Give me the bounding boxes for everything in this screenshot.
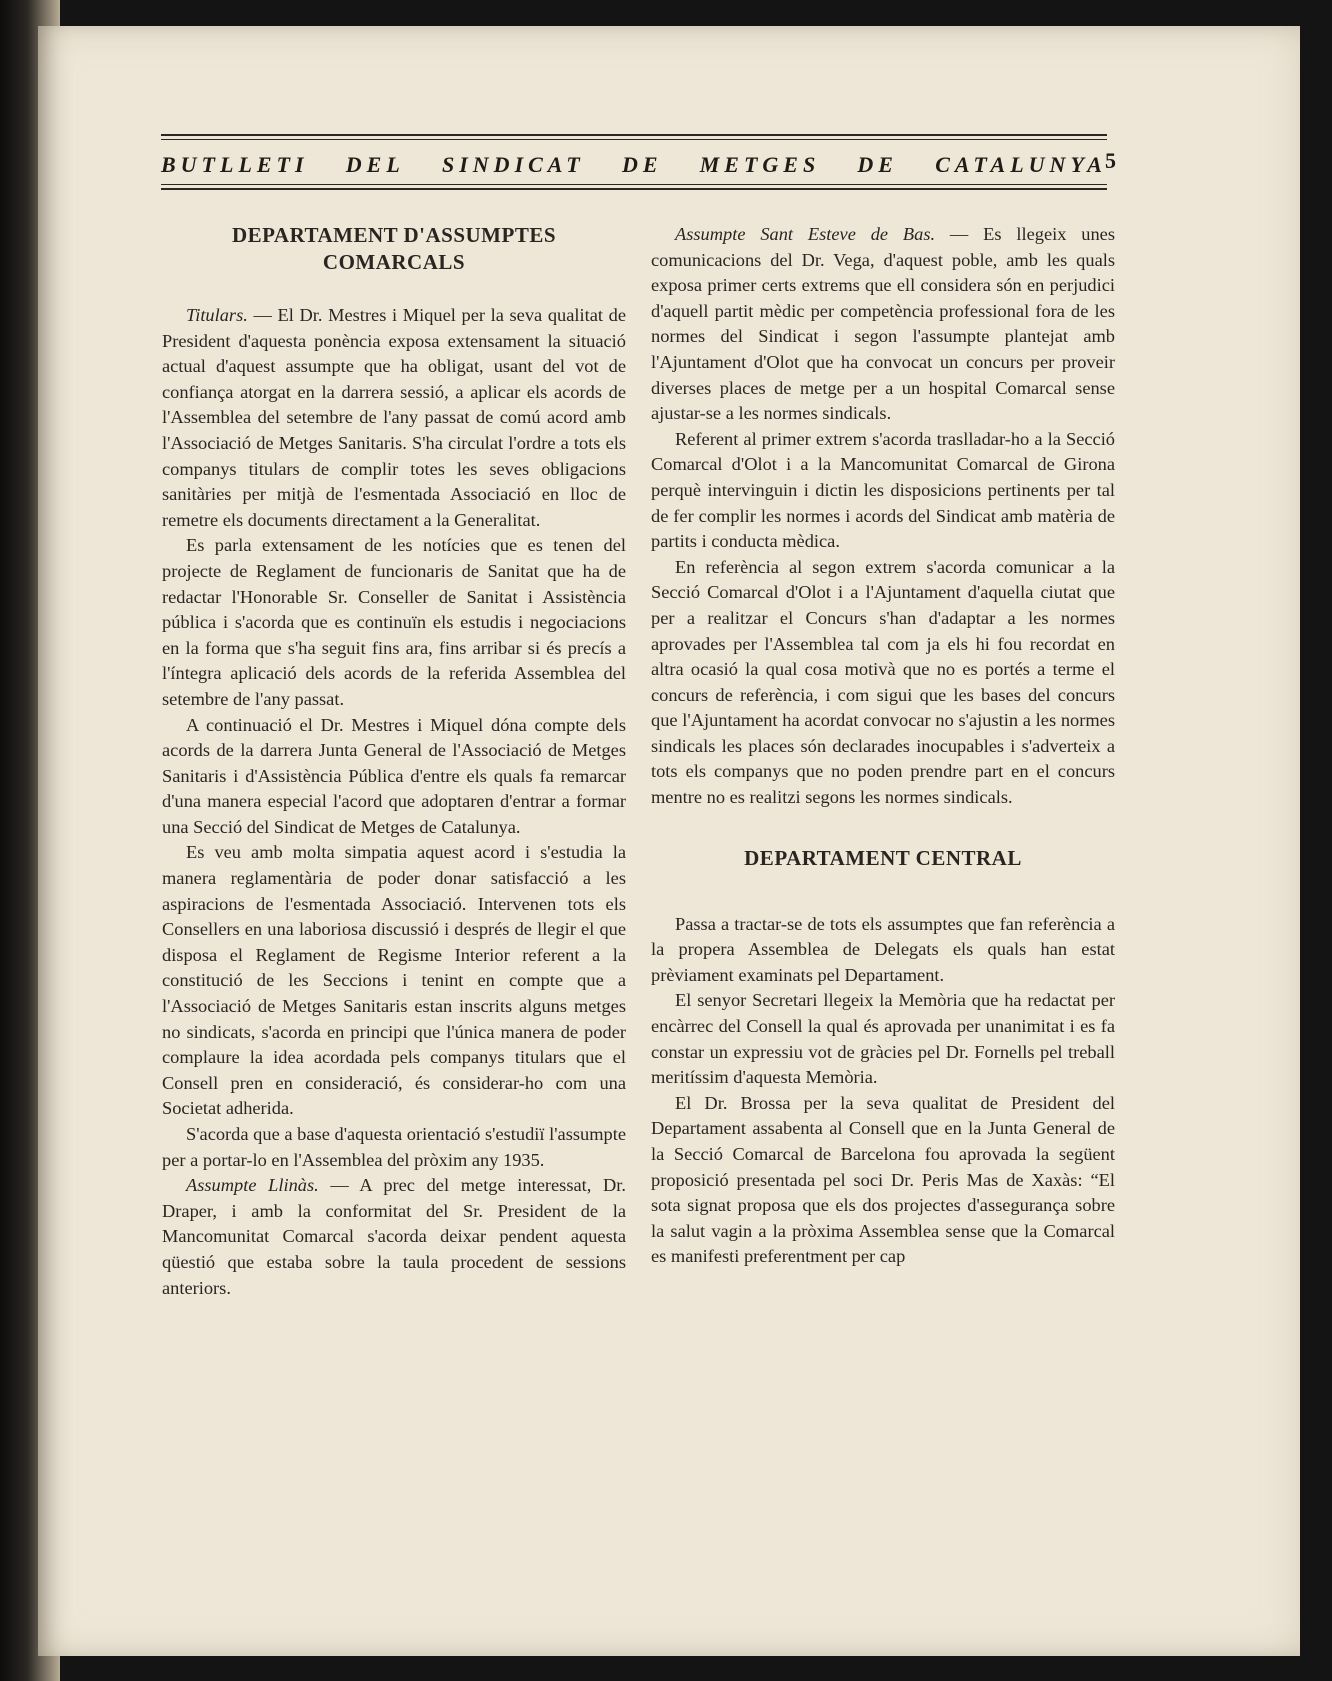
paragraph bbox=[162, 1173, 626, 1301]
paragraph: Referent al primer extrem s'acorda traslladar-ho a la Secció Comarcal d'Olot i a la Mancomunitat Comarcal de Girona perquè intervinguin i dictin les disposicions pertinents per tal de fer complir les normes i acords del Sindicat amb matèria de partits i conducta mèdica. bbox=[651, 428, 1115, 552]
running-title bbox=[161, 150, 1107, 180]
title-word: DE bbox=[621, 152, 663, 177]
paragraph: A continuació el Dr. Mestres i Miquel dóna compte dels acords de la darrera Junta General de l'Associació de Metges Sanitaris i d'Assistència Pública d'entre els quals fa remarcar d'una manera especial l'acord que adoptaren d'entrar a formar una Secció del Sindicat de Metges de Catalunya. bbox=[162, 714, 626, 837]
paragraph-text: — El Dr. Mestres i Miquel per la seva qualitat de President d'aquesta ponència exposa extensament la situació actual d'aquest assumpte que ha obligat, usant del vot de confiança atorgat en la darrera sessió, a aplicar els acords de l'Assemblea del setembre de l'any passat de comú acord amb l'Associació de Metges Sanitaris. S'ha circulat l'ordre a tots els companys titulars de complir totes les seves obligacions sanitàries per mitjà de l'esmentada Associació en lloc de remetre els documents directament a la Generalitat. bbox=[162, 305, 626, 530]
paragraph-lead: Assumpte Sant Esteve de Bas. bbox=[675, 224, 936, 244]
section-title: DEPARTAMENT CENTRAL bbox=[744, 845, 1022, 870]
paragraph bbox=[162, 303, 626, 533]
title-word: BUTLLETI bbox=[161, 152, 309, 177]
paragraph bbox=[651, 222, 1115, 427]
header-rule-bottom-thin bbox=[161, 184, 1107, 185]
title-word: DEL bbox=[345, 152, 405, 177]
paragraph: El senyor Secretari llegeix la Memòria que ha redactat per encàrrec del Consell la qual és aprovada per unanimitat i es fa constar un expressiu vot de gràcies pel Dr. Fornells pel treball meritíssim d'aquesta Memòria. bbox=[651, 990, 1115, 1088]
title-word: DE bbox=[857, 152, 898, 177]
running-header bbox=[161, 134, 1107, 194]
paragraph-text: — Es llegeix unes comunicacions del Dr. Vega, d'aquest poble, amb les quals exposa primer certs extrems que ell considera són en perjudici d'aquell partit mèdic per competència professional fora de les normes del Sindicat i segon l'assumpte plantejat amb l'Ajuntament d'Olot que ha convocat un concurs per proveir diverses places de metge per a un hospital Comarcal sense ajustar-se a les normes sindicals. bbox=[651, 224, 1115, 424]
right-column bbox=[651, 222, 1115, 1270]
section-title: DEPARTAMENT D'ASSUMPTES COMARCALS bbox=[231, 223, 557, 274]
left-column bbox=[162, 222, 626, 1301]
title-word: CATALUNYA bbox=[935, 152, 1107, 177]
header-rule-top-thin bbox=[161, 139, 1107, 140]
paragraph: Passa a tractar-se de tots els assumptes que fan referència a la propera Assemblea de Delegats els quals han estat prèviament examinats pel Departament. bbox=[651, 913, 1115, 985]
title-word: METGES bbox=[699, 152, 821, 177]
paragraph: Es veu amb molta simpatia aquest acord i s'estudia la manera reglamentària de poder donar satisfacció a les aspiracions de l'esmentada Associació. Intervenen tots els Consellers en una laboriosa discussió i després de llegir el que disposa el Reglament de Regisme Interior referent a la constitució de les Seccions i tenint en compte que a l'Associació de Metges Sanitaris estan inscrits alguns metges no sindicats, s'acorda en principi que l'única manera de poder complaure la idea acordada pels companys titulars que el Consell pren en consideració, és considerar-ho com una Societat adherida. bbox=[162, 842, 626, 1119]
paragraph: Es parla extensament de les notícies que es tenen del projecte de Reglament de funcionaris de Sanitat que ha de redactar l'Honorable Sr. Conseller de Sanitat i Assistència pública i s'acorda que es continuïn els estudis i negociacions en la forma que s'ha seguit fins ara, fins arribar si és precís a l'íntegra aplicació dels acords de la referida Assemblea del setembre de l'any passat. bbox=[162, 535, 626, 709]
paragraph-lead: Titulars. bbox=[186, 305, 248, 325]
header-rule-bottom bbox=[161, 188, 1107, 190]
paragraph: El Dr. Brossa per la seva qualitat de President del Departament assabenta al Consell que en la Junta General de la Secció Comarcal de Barcelona fou aprovada la següent proposició presentada pel soci Dr. Peris Mas de Xaxàs: “El sota signat proposa que els dos projectes d'assegurança sobre la salut vagin a la pròxima Assemblea sense que la Comarcal es manifesti preferentment per cap bbox=[651, 1092, 1115, 1267]
title-word: SINDICAT bbox=[442, 152, 585, 177]
paragraph: En referència al segon extrem s'acorda comunicar a la Secció Comarcal d'Olot i a l'Ajuntament d'aquella ciutat que per a realitzar el Concurs s'han d'adaptar a les normes aprovades per l'Assemblea tal com ja els hi fou recordat en altra ocasió la qual cosa motivà que no es portés a terme el concurs de referència, i com sigui que les bases del concurs que l'Ajuntament ha acordat convocar no s'ajustin a les normes sindicals les places són declarades inocupables i s'adverteix a tots els companys que no poden prendre part en el concurs mentre no es realitzi segons les normes sindicals. bbox=[651, 556, 1115, 808]
header-rule-top bbox=[161, 134, 1107, 136]
paragraph-text: — A prec del metge interessat, Dr. Draper, i amb la conformitat del Sr. President de la Mancomunitat Comarcal s'acorda deixar pendent aquesta qüestió que estaba sobre la taula procedent de sessions anteriors. bbox=[162, 1175, 626, 1298]
page-number: 5 bbox=[1105, 148, 1116, 173]
paragraph: S'acorda que a base d'aquesta orientació s'estudiï l'assumpte per a portar-lo en l'Assemblea del pròxim any 1935. bbox=[162, 1124, 626, 1170]
paragraph-lead: Assumpte Llinàs. bbox=[186, 1175, 319, 1196]
